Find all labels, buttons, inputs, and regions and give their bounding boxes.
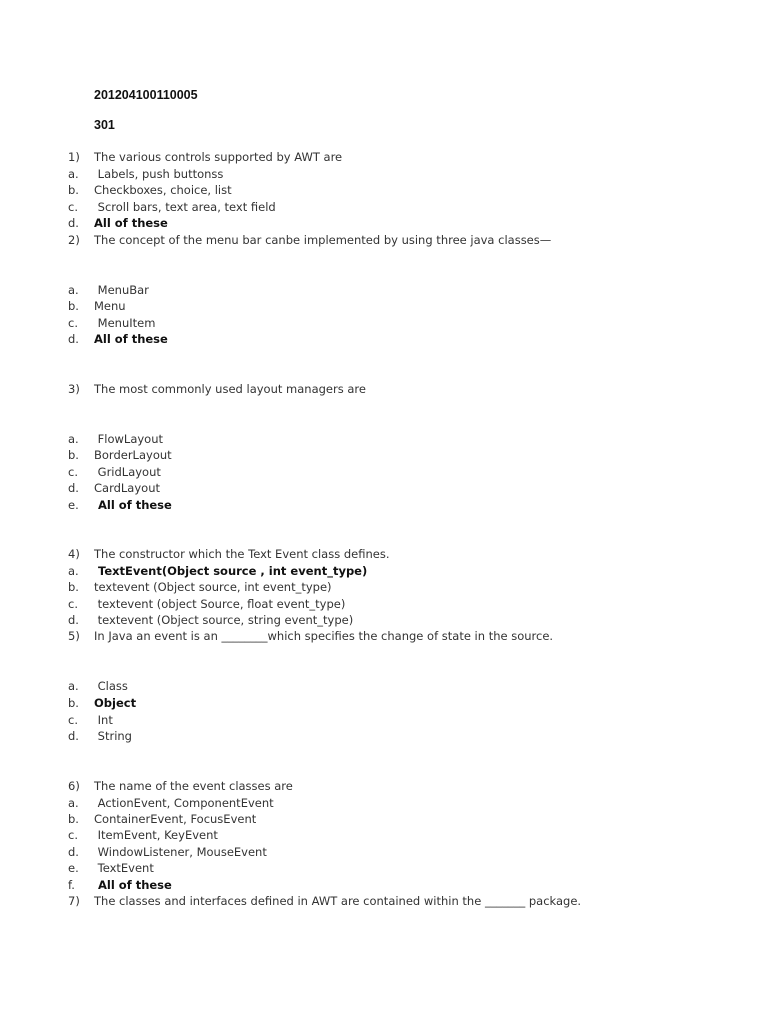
option-line [68,811,256,827]
option-marker: f. [68,878,75,892]
paper-code: 301 [94,118,115,132]
option-line [68,712,113,728]
option-marker: b. [68,580,79,594]
option-marker: c. [68,200,78,214]
option-line [68,331,168,347]
option-text: BorderLayout [94,448,172,462]
option-marker: a. [68,679,79,693]
question-line [68,778,293,794]
option-marker: c. [68,465,78,479]
question-number: 6) [68,779,80,793]
option-line [68,695,136,711]
option-marker: b. [68,448,79,462]
option-text: Class [94,679,128,693]
question-number: 4) [68,547,80,561]
option-text: textevent (object Source, float event_type) [94,597,346,611]
option-marker: d. [68,729,79,743]
option-line [68,431,163,447]
option-text: FlowLayout [94,432,163,446]
question-text: The various controls supported by AWT are [94,150,343,164]
question-text: In Java an event is an ________which specifies the change of state in the source. [94,629,554,643]
correct-answer-text: All of these [94,216,168,230]
question-text: The most commonly used layout managers are [94,382,366,396]
option-text: WindowListener, MouseEvent [94,845,267,859]
option-marker: b. [68,299,79,313]
student-id-number: 201204100110005 [94,88,198,102]
option-text: Scroll bars, text area, text field [94,200,276,214]
option-line [68,166,223,182]
option-marker: c. [68,597,78,611]
option-line [68,795,274,811]
option-marker: d. [68,481,79,495]
option-marker: a. [68,167,79,181]
question-line [68,628,553,644]
question-number: 3) [68,382,80,396]
question-line [68,893,581,909]
option-line [68,563,367,579]
option-text: String [94,729,132,743]
option-line [68,298,126,314]
option-marker: c. [68,316,78,330]
option-line [68,844,267,860]
option-text: MenuItem [94,316,156,330]
option-text: CardLayout [94,481,160,495]
option-text: Checkboxes, choice, list [94,183,232,197]
option-marker: a. [68,564,79,578]
option-text: ActionEvent, ComponentEvent [94,796,274,810]
option-marker: d. [68,216,79,230]
option-marker: a. [68,283,79,297]
option-line [68,464,161,480]
option-marker: e. [68,498,79,512]
option-line [68,315,155,331]
option-text: TextEvent [94,861,154,875]
option-line [68,480,160,496]
option-marker: b. [68,183,79,197]
question-line [68,381,366,397]
option-marker: d. [68,845,79,859]
question-line [68,232,551,248]
question-number: 2) [68,233,80,247]
option-text: MenuBar [94,283,149,297]
option-line [68,877,172,893]
option-line [68,678,128,694]
question-number: 1) [68,150,80,164]
option-line [68,728,132,744]
question-line [68,149,342,165]
option-line [68,497,172,513]
option-line [68,596,345,612]
correct-answer-text: Object [94,696,137,710]
question-text: The classes and interfaces defined in AWT are contained within the _______ package. [94,894,582,908]
option-marker: c. [68,713,78,727]
option-marker: d. [68,613,79,627]
correct-answer-text: All of these [94,498,172,512]
option-line [68,827,218,843]
option-marker: d. [68,332,79,346]
option-line [68,215,168,231]
correct-answer-text: TextEvent(Object source , int event_type) [94,564,368,578]
option-text: ContainerEvent, FocusEvent [94,812,257,826]
option-line [68,579,332,595]
correct-answer-text: All of these [94,332,168,346]
option-marker: a. [68,432,79,446]
option-marker: b. [68,696,79,710]
option-marker: e. [68,861,79,875]
option-text: GridLayout [94,465,161,479]
option-marker: c. [68,828,78,842]
option-line [68,282,149,298]
option-text: textevent (Object source, string event_type) [94,613,354,627]
option-marker: a. [68,796,79,810]
option-text: Menu [94,299,126,313]
question-text: The constructor which the Text Event class defines. [94,547,390,561]
question-number: 5) [68,629,80,643]
option-line [68,612,353,628]
question-number: 7) [68,894,80,908]
question-text: The name of the event classes are [94,779,293,793]
option-text: ItemEvent, KeyEvent [94,828,218,842]
question-text: The concept of the menu bar canbe implemented by using three java classes— [94,233,552,247]
option-text: Int [94,713,113,727]
option-text: Labels, push buttonss [94,167,224,181]
option-line [68,199,276,215]
option-marker: b. [68,812,79,826]
option-text: textevent (Object source, int event_type) [94,580,332,594]
option-line [68,860,154,876]
correct-answer-text: All of these [94,878,172,892]
question-line [68,546,390,562]
option-line [68,447,172,463]
option-line [68,182,232,198]
